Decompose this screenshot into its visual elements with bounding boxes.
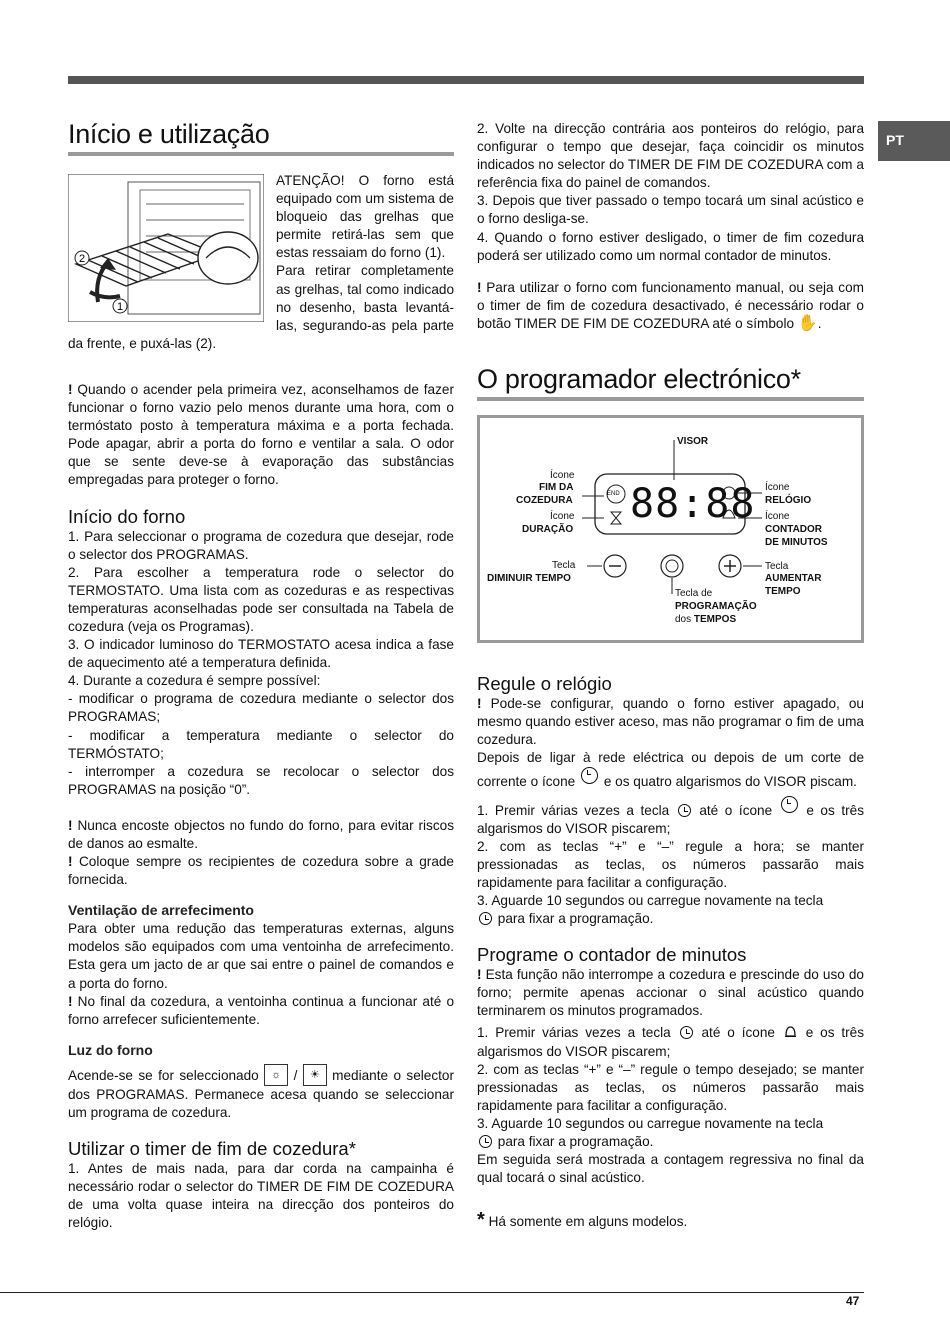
visor-label: VISOR — [677, 436, 709, 448]
clock-intro: Depois de ligar à rede eléctrica ou depois de um corte de corrente o ícone e os quatro algarismos do VISOR piscam. — [477, 750, 864, 790]
end-icon: END — [607, 491, 620, 498]
start-item: - modificar o programa de cozedura mediante o selector dos PROGRAMAS; — [68, 691, 454, 725]
minute-step-2: 2. com as teclas “+” e “–” regule o tempo desejado; se manter pressionadas as teclas, os números passarão mais rapidamente para facilitar a configuração. — [477, 1061, 864, 1113]
warning-note: ! Coloque sempre os recipientes de cozedura sobre a grade fornecida. — [68, 854, 454, 888]
clock-icon — [781, 796, 798, 813]
section-title-start: Início e utilização — [68, 118, 454, 156]
start-item: 4. Durante a cozedura é sempre possível: — [68, 673, 321, 689]
programmer-panel-diagram: END 88:88 VISOR Ícone FIM DA COZEDURA Ícone DURAÇÃO Tecla DIMINUIR TEMPO Ícone RELÓGIO Ícone CONTADOR DE MINUTOS Tecla AUMENTAR TEMPO Tecla de PROGRAMAÇÃO dos TEMPOS — [477, 415, 864, 643]
page-number: 47 — [846, 1294, 860, 1308]
fig-label-1: 1 — [116, 301, 124, 313]
ventilation-heading: Ventilação de arrefecimento — [68, 902, 254, 919]
oven-light-heading: Luz do forno — [68, 1041, 153, 1058]
oven-rack-drawing — [68, 174, 264, 322]
clock-step-3: 3. Aguarde 10 segundos ou carregue novamente na tecla para fixar a programação. — [477, 892, 824, 927]
clock-warning: ! Pode-se configurar, quando o forno estiver apagado, ou mesmo quando estiver aceso, mas não programar o fim de uma cozedura. — [477, 696, 864, 748]
clock-key-icon — [479, 912, 492, 925]
clock-key-icon — [680, 1026, 693, 1039]
minute-timer-heading: Programe o contador de minutos — [477, 944, 747, 966]
footer-rule — [0, 1292, 864, 1293]
start-item: - modificar a temperatura mediante o selector do TERMÓSTATO; — [68, 727, 454, 761]
display-digits: 88:88 — [630, 481, 756, 528]
ventilation-warning: ! No final da cozedura, a ventoinha continua a funcionar até o forno arrefecer suficientemente. — [68, 993, 455, 1027]
clock-step-1: 1. Premir várias vezes a tecla até o ícone e os três algarismos do VISOR piscarem; — [477, 796, 864, 838]
start-oven-heading: Início do forno — [68, 505, 186, 527]
clock-icon — [581, 767, 598, 784]
start-item: 3. O indicador luminoso do TERMOSTATO acesa indica a fase de aquecimento até a temperatura definida. — [68, 637, 454, 671]
lamp-icon: ☀ — [303, 1064, 327, 1086]
attention-text: ATENÇÃO! O forno está equipado com um sistema de bloqueio das grelhas que permite retirá-las sem que estas ressaiam do forno (1). — [276, 173, 454, 261]
right-column — [477, 120, 864, 1231]
clock-step-2: 2. com as teclas “+” e “–” regule a hora; se manter pressionadas as teclas, os números passarão mais rapidamente para facilitar a configuração. — [477, 838, 864, 890]
minute-timer-warning: ! Esta função não interrompe a cozedura e prescinde do uso do forno; permite apenas accionar o sinal acústico quando terminarem os minutos programados. — [477, 967, 864, 1019]
decrease-time-label: DIMINUIR TEMPO — [487, 573, 571, 585]
minute-step-3: 3. Aguarde 10 segundos ou carregue novamente na tecla para fixar a programação. — [477, 1115, 824, 1149]
manual-mode-note: ! Para utilizar o forno com funcionamento manual, ou seja com o timer de fim de cozedura desactivado, é necessário rodar o botão TIMER DE FIM DE COZEDURA até o símbolo ✋. — [477, 279, 864, 332]
remove-racks-text: Para retirar completamente as grelhas, tal como indicado no desenho, basta levantá-las, segurando-as pela parte da frente, e puxá-las (2). — [68, 263, 454, 351]
top-rule — [68, 76, 864, 84]
oven-light-text: Acende-se se for seleccionado ☼ / ☀ mediante o selector dos PROGRAMAS. Permanece acesa quando se seleccionar um programa de cozedura. — [68, 1064, 454, 1122]
end-timer-step-1: 1. Antes de mais nada, para dar corda na campainha é necessário rodar o selector do TIMER DE FIM DE COZEDURA de uma volta quase inteira na direcção dos ponteiros do relógio. — [68, 1161, 454, 1231]
clock-key-icon — [479, 1135, 492, 1148]
end-timer-heading: Utilizar o timer de fim de cozedura* — [68, 1138, 356, 1160]
start-item: 2. Para escolher a temperatura rode o selector do TERMOSTATO. Uma lista com as cozeduras e as respectivas temperaturas aconselhadas pode ser consultada na Tabela de cozedura (veja os Programas). — [68, 564, 454, 634]
warning-note: ! Nunca encoste objectos no fundo do forno, para evitar riscos de danos ao esmalte. — [68, 817, 454, 851]
increase-time-label: AUMENTAR — [765, 573, 822, 585]
end-timer-step-3: 3. Depois que tiver passado o tempo tocará um sinal acústico e o forno desliga-se. — [477, 193, 864, 227]
end-timer-step-2: 2. Volte na direcção contrária aos ponteiros do relógio, para configurar o tempo que desejar, faça coincidir os minutos indicados no selector do TIMER DE FIM DE COZEDURA com a referência fixa do painel de comandos. — [477, 121, 864, 191]
first-use-note: ! Quando o acender pela primeira vez, aconselhamos de fazer funcionar o forno vazio pelo menos durante uma hora, com o termóstato posto à temperatura máxima e a porta fechada. Pode apagar, abrir a porta do forno e ventilar a sala. O odor que se sente deve-se à evaporação das substâncias empregadas para proteger o forno. — [68, 381, 454, 488]
minute-step-1: 1. Premir várias vezes a tecla até o ícone e os três algarismos do VISOR piscarem; — [477, 1025, 865, 1059]
fig-label-2: 2 — [78, 253, 86, 265]
section-title-programmer: O programador electrónico* — [477, 363, 864, 401]
left-column — [68, 118, 454, 1232]
oven-rack-illustration — [68, 174, 264, 322]
end-timer-step-4: 4. Quando o forno estiver desligado, o timer de fim cozedura poderá ser utilizado como um normal contador de minutos. — [477, 229, 864, 263]
minute-countdown-text: Em seguida será mostrada a contagem regressiva no final da qual tocará o sinal acústico. — [477, 1152, 864, 1186]
ventilation-text: Para obter uma redução das temperaturas externas, alguns modelos são equipados com uma ventoinha de arrefecimento. Esta gera um jacto de ar que sai entre o painel de comandos e a porta do forno. — [68, 921, 454, 991]
warning-mark: ! — [68, 381, 78, 397]
start-item: 1. Para seleccionar o programa de cozedura que desejar, rode o selector dos PROGRAMAS. — [68, 528, 454, 562]
clock-key-icon — [678, 804, 691, 817]
language-tab: PT — [878, 121, 950, 161]
start-item: - interromper a cozedura se recolocar o selector dos PROGRAMAS na posição “0”. — [68, 763, 454, 797]
footnote: * Há somente em alguns modelos. — [477, 1209, 688, 1232]
lamp-icon: ☼ — [264, 1064, 288, 1086]
bell-icon — [784, 1025, 797, 1039]
set-clock-heading: Regule o relógio — [477, 673, 612, 695]
hand-icon: ✋ — [797, 314, 818, 332]
